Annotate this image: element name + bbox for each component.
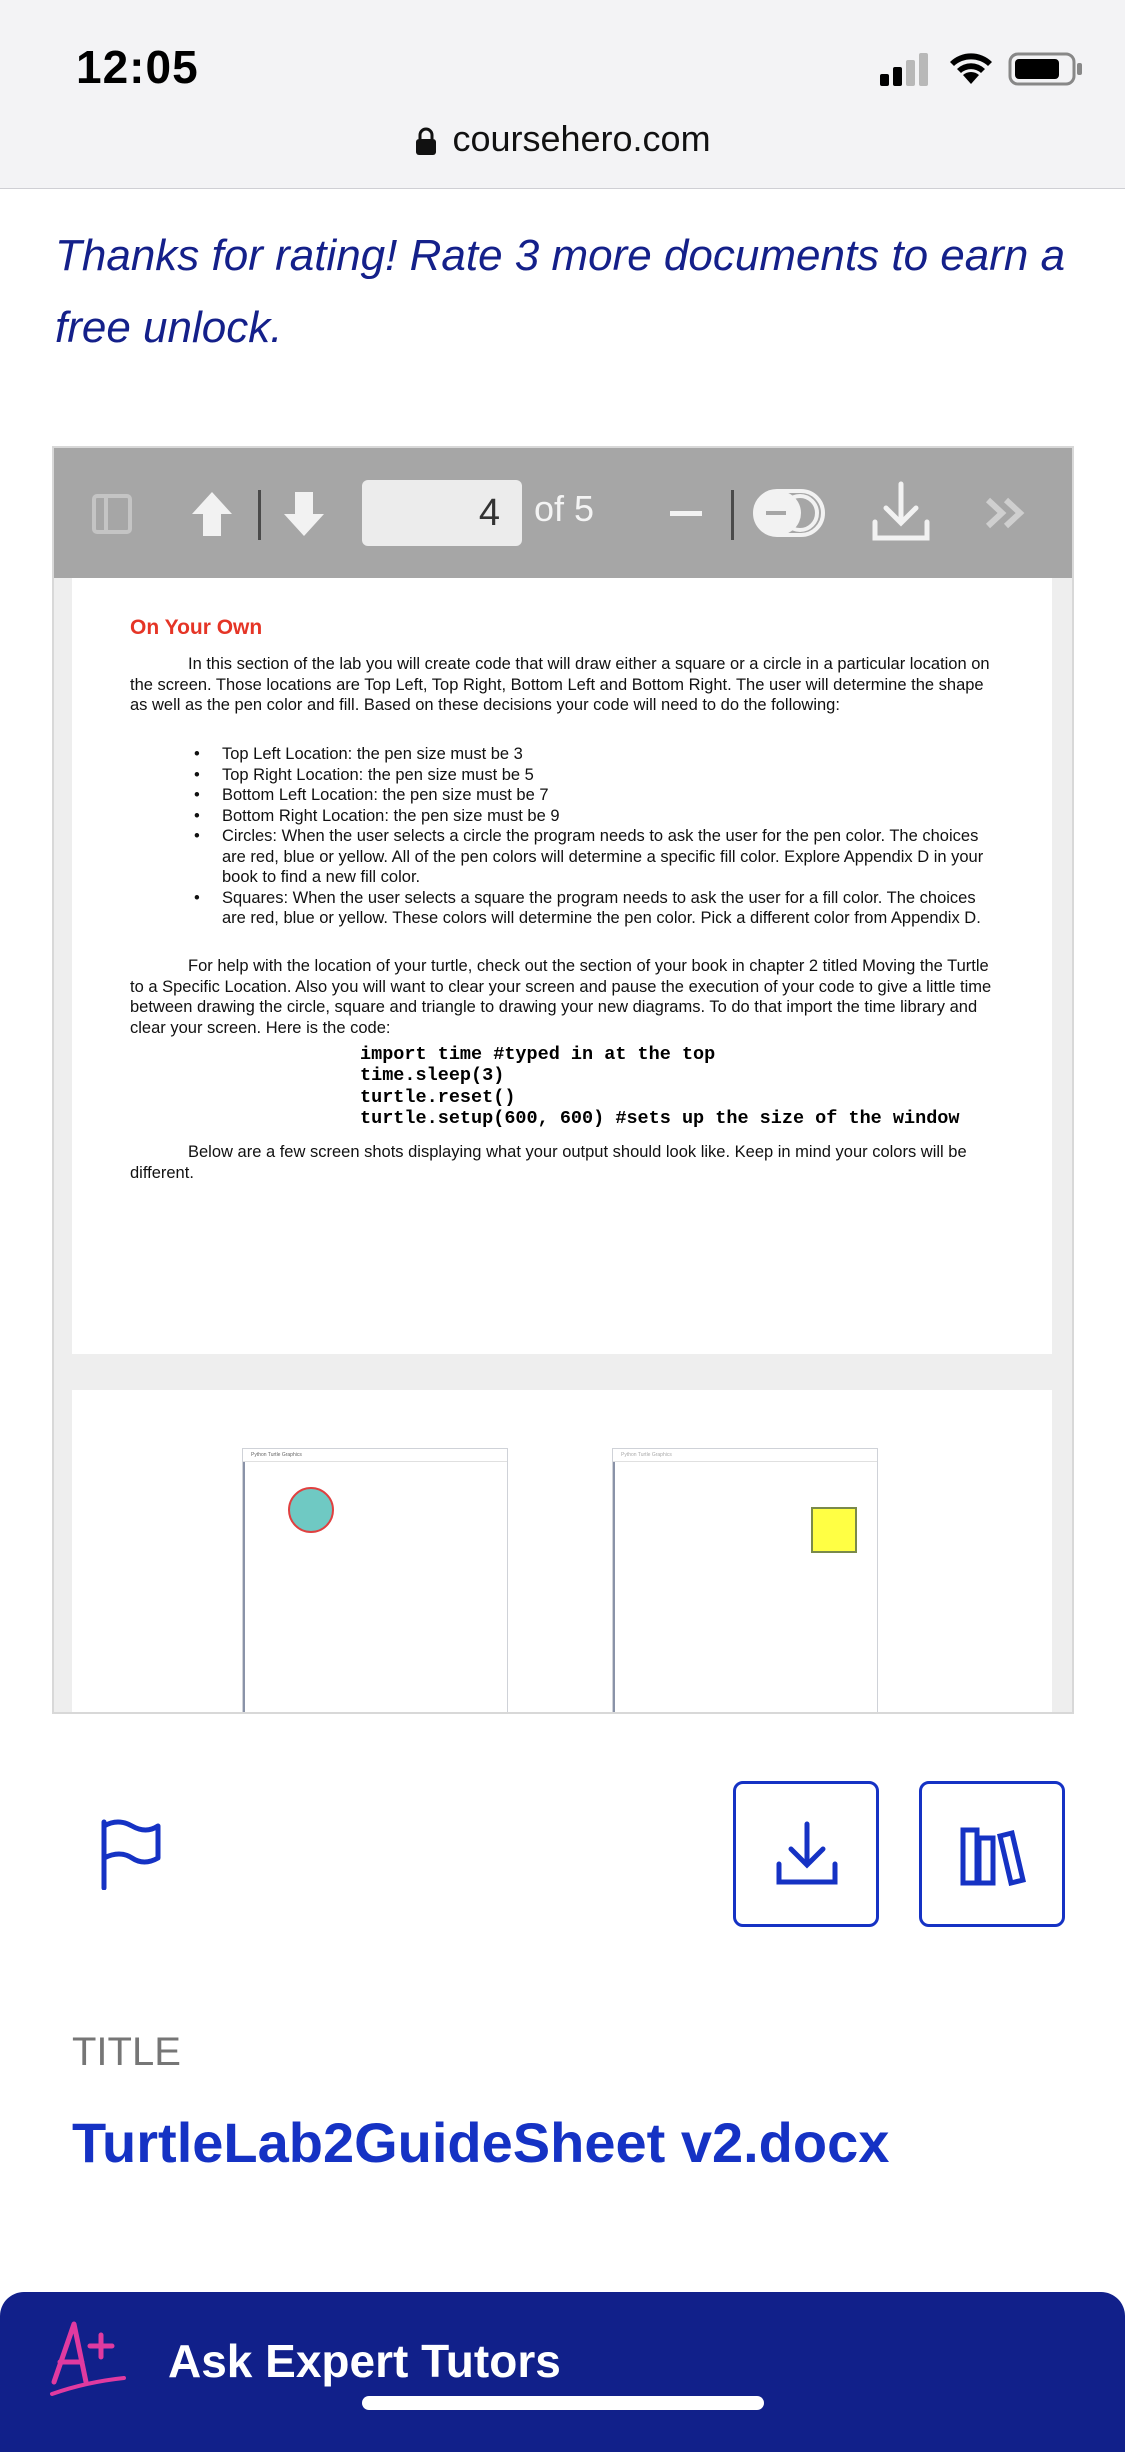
- list-item: • Bottom Right Location: the pen size must be 9: [222, 806, 992, 827]
- toolbar-divider: [258, 490, 261, 540]
- url-display[interactable]: [0, 118, 1125, 160]
- window-title: Python Turtle Graphics: [613, 1449, 877, 1462]
- download-icon: [774, 1820, 840, 1888]
- turtle-window-screenshot: [242, 1448, 508, 1714]
- title-label: TITLE: [72, 2030, 181, 2074]
- lock-icon: [414, 126, 438, 156]
- url-text: coursehero.com: [452, 118, 711, 159]
- rating-thanks-message: Thanks for rating! Rate 3 more documents to earn a free unlock.: [55, 231, 1066, 352]
- code-line: turtle.reset(): [360, 1086, 516, 1108]
- list-item: • Bottom Left Location: the pen size must be 7: [222, 785, 992, 806]
- ask-expert-tutors-banner[interactable]: [0, 2292, 1125, 2452]
- browser-top-bar: [0, 0, 1125, 189]
- list-item: • Circles: When the user selects a circle the program needs to ask the user for the pen color. The choices are red, blue or yellow. All of the pen colors will determine a specific fill color. Explore Appendix D in your book to find a new fill color.: [222, 826, 992, 888]
- code-line: turtle.setup(600, 600) #sets up the size of the window: [360, 1107, 960, 1129]
- code-block: [360, 1044, 960, 1129]
- doc-heading: On Your Own: [130, 616, 263, 639]
- window-title: Python Turtle Graphics: [243, 1449, 507, 1462]
- document-page: [72, 578, 1052, 1354]
- home-indicator[interactable]: [362, 2396, 764, 2410]
- sidebar-toggle-icon[interactable]: [92, 494, 132, 534]
- window-edge: [243, 1462, 245, 1714]
- cyan-circle-shape: [288, 1487, 334, 1533]
- zoom-out-icon[interactable]: [670, 511, 702, 516]
- list-item: • Squares: When the user selects a square the program needs to ask the user for a fill color. The choices are red, blue or yellow. These colors will determine the pen color. Pick a different color from Appendix D.: [222, 888, 992, 929]
- cellular-signal-icon: [878, 52, 932, 86]
- doc-intro-paragraph: In this section of the lab you will create code that will draw either a square or a circle in a particular location on the screen. Those locations are Top Left, Top Right, Bottom Left and Bottom Right. The user will determine the shape as well as the pen color and fill. Based on these decisions your code will need to do the following:: [130, 655, 990, 714]
- document-viewer: [52, 446, 1074, 1714]
- document-title: TurtleLab2GuideSheet v2.docx: [72, 2111, 890, 2174]
- viewer-toolbar: [54, 448, 1072, 578]
- a-plus-logo-icon: [46, 2316, 132, 2400]
- doc-bullet-list: [222, 744, 992, 929]
- list-item: • Top Left Location: the pen size must be 3: [222, 744, 992, 765]
- page-total: of 5: [534, 488, 595, 529]
- flag-icon[interactable]: [98, 1818, 162, 1890]
- doc-closing-paragraph: Below are a few screen shots displaying what your output should look like. Keep in mind your colors will be different.: [130, 1143, 967, 1182]
- wifi-icon: [948, 50, 994, 86]
- library-button[interactable]: [919, 1781, 1065, 1927]
- code-line: import time #typed in at the top: [360, 1044, 716, 1065]
- download-button[interactable]: [733, 1781, 879, 1927]
- doc-help-paragraph: For help with the location of your turtle, check out the section of your book in chapter 2 titled Moving the Turtle to a Specific Location. Also you will want to clear your screen and pause the execution of your code to give a little time between drawing the circle, square and triangle to drawing your new diagrams. To do that import the time library and clear your screen. Here is the code:: [130, 957, 992, 1037]
- previous-page-icon[interactable]: [190, 490, 234, 538]
- zoom-toggle-icon[interactable]: [752, 488, 826, 538]
- page-number-input[interactable]: 4: [362, 480, 522, 546]
- toolbar-divider: [731, 490, 734, 540]
- code-line: time.sleep(3): [360, 1065, 505, 1087]
- status-time: 12:05: [76, 41, 199, 93]
- document-page: [72, 1390, 1052, 1714]
- turtle-window-screenshot: [612, 1448, 878, 1714]
- list-item: • Top Right Location: the pen size must be 5: [222, 765, 992, 786]
- window-edge: [613, 1462, 615, 1714]
- next-page-icon[interactable]: [282, 490, 326, 538]
- yellow-square-shape: [811, 1507, 857, 1553]
- battery-icon: [1008, 52, 1084, 86]
- more-tools-icon[interactable]: [984, 496, 1030, 530]
- books-icon: [960, 1824, 1028, 1886]
- download-icon[interactable]: [870, 480, 932, 544]
- banner-label: Ask Expert Tutors: [168, 2335, 561, 2387]
